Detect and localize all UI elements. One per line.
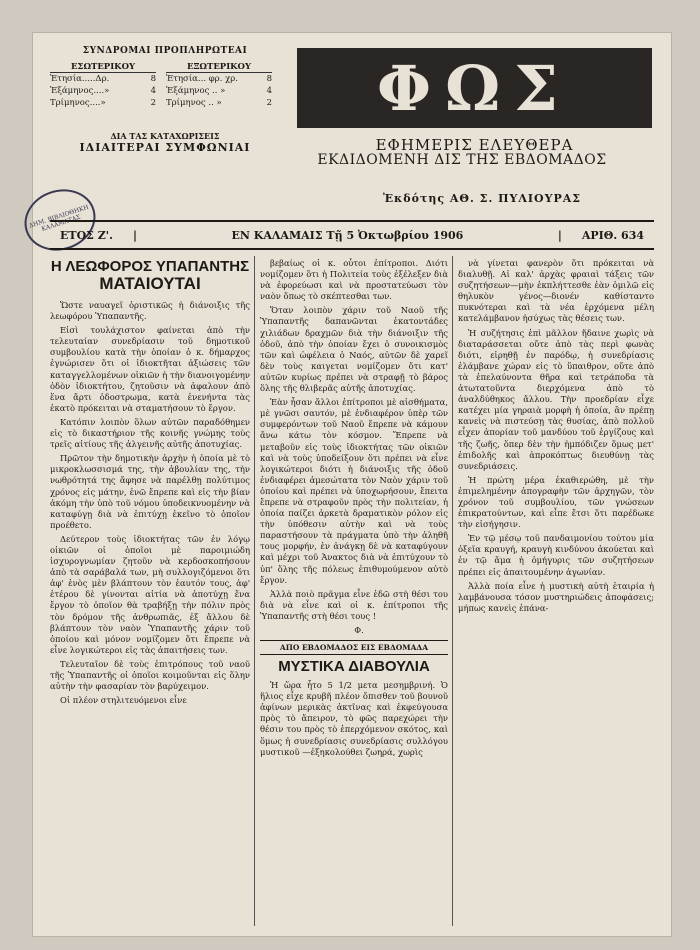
column-divider	[254, 256, 255, 926]
subscriptions-title: ΣΥΝΔΡΟΜΑΙ ΠΡΟΠΛΗΡΩΤΕΑΙ	[82, 46, 248, 56]
rate-price: 4	[150, 86, 156, 96]
logo-text: ΦΩΣ	[376, 51, 573, 125]
domestic-rates	[50, 62, 156, 109]
paragraph: Ὅταν λοιπὸν χάριν τοῦ Ναοῦ τῆς Ὑπαπαντῆς δαπανῶνται ἑκατοντάδες χιλιάδων δραχμῶν διὰ τὴν διάνοιξιν τῆς ὁδοῦ, ἀπὸ τὴν ὁποίαν ἔχει ὁ συνοικισμὸς τῶν καὶ ὠφέλεια ὁ Ναός, αὐτῶν δὲ χαρεῖ δὲν τοὺς καιγεται νομίζομεν ὅτι κατ' αὐτῶν κυρίως πρέπει νὰ στραφῇ τὸ βάρος ὅλης τῆς θλιβερᾶς αὐτῆς ἀποτυχίας.	[260, 305, 448, 394]
rate-period: Τρίμηνος .. »	[166, 98, 222, 108]
article-1-col-2	[260, 258, 448, 636]
paragraph: Οἱ πλέον στηλιτευόμενοι εἶνε	[60, 695, 187, 706]
foreign-label: ΕΞΩΤΕΡΙΚΟΥ	[166, 62, 272, 73]
section-label: ΑΠΟ ΕΒΔΟΜΑΔΟΣ ΕΙΣ ΕΒΔΟΜΑΔΑ	[260, 640, 448, 655]
tagline-2: ΕΚΔΙΔΟΜΕΝΗ ΔΙΣ ΤΗΣ ΕΒΔΟΜΑΔΟΣ	[317, 152, 607, 168]
rate-period: Ἐτησία... φρ. χρ.	[166, 74, 238, 84]
paragraph: Ἐν τῷ μέσῳ τοῦ πανδαιμονίου τούτου μία ὀξεῖα κραυγή, κραυγὴ κινδύνου ἀκούεται καὶ ἐν τῷ ἅμα ἡ ὁμήγυρις τῶν συζητήσεων πρέπει εἰς ἀπαιτουμένην ἀγωνίαν.	[458, 533, 654, 577]
bar-separator: |	[557, 228, 562, 242]
foreign-rates	[166, 62, 272, 109]
signature: Φ.	[354, 625, 364, 635]
article-1-headline-1: Η ΛΕΩΦΟΡΟΣ ΥΠΑΠΑΝΤΗΣ	[50, 258, 250, 275]
rate-price: 8	[266, 74, 272, 84]
column-3	[458, 258, 654, 926]
rate-period: Ἐτησία.....Δρ.	[50, 74, 110, 84]
rate-period: Ἐξάμηνος....»	[50, 86, 110, 96]
domestic-label: ΕΣΩΤΕΡΙΚΟΥ	[50, 62, 156, 73]
rate-price: 2	[150, 98, 156, 108]
subscription-box	[50, 46, 280, 206]
paragraph: Δεύτερον τοὺς ἰδιοκτήτας τῶν ἐν λόγῳ οἰκιῶν οἱ ὁποῖοι μὲ παροιμιώδη ἰσχυρογνωμίαν ζητοῦν νὰ κερδοσκοπήσουν ἀπὸ τὰ σαράβαλά των, μὴ συλλογιζόμενοι ὅτι ἀφ' ἑνὸς μὲν βλάπτουν τὸν ἑαυτόν τους, ἀφ' ἑτέρου δὲ γίνονται αἰτία νὰ ἀποτύχῃ ἕνα ἔργον τὸ ὁποῖον θὰ τραβήξῃ τὴν πόλιν πρὸς τὸν δρόμον τῆς ἀνθρωπιᾶς, ἐξ ἄλλου δὲ βλάπτουν τὸν ναὸν Ὑπαπαντῆς χάριν τοῦ ὁποίου καὶ μόνον νομίζομεν ὅτι ἔπρεπε νὰ εἶνε λογικώτεροι εἰς τὰς ἀπαιτήσεις των.	[50, 533, 250, 655]
newspaper-page	[28, 32, 672, 937]
place-date: ΕΝ ΚΑΛΑΜΑΙΣ Τῇ 5 Ὀκτωβρίου 1906	[231, 228, 464, 242]
tagline-1: ΕΦΗΜΕΡΙΣ ΕΛΕΥΘΕΡΑ	[375, 136, 574, 154]
issue-number: ΑΡΙΘ. 634	[581, 228, 644, 242]
paragraph: Εἰσὶ τουλάχιστον φαίνεται ἀπὸ τὴν τελευταίαν συνεδρίασιν τοῦ δημοτικοῦ συμβουλίου κατὰ τὴν ὁποίαν ὁ κ. δήμαρχος ἐγνώρισεν ὅτι οἱ ἰδιοκτῆται ἀξιώσεις τῶν καταγγελλομένων οἰκιῶν ἡ τὴν διανοιγομένην ὁδὸν ἰδιοκτήτου, ζητοῦσιν νὰ ἀφαλουν ἀπὸ ἕνα ἄρτι ὁδοστρωμα, κατὰ ἐνενήντα τὰς ἑκατὸ πρόκειται νὰ σταματήσουν τὸ ἔργον.	[50, 325, 250, 413]
issue-year: ΕΤΟΣ Ζ'.	[60, 228, 113, 242]
rate-price: 4	[266, 86, 272, 96]
bar-separator: |	[133, 228, 138, 242]
logo	[297, 48, 652, 128]
column-1	[50, 258, 250, 926]
article-1-headline-2: ΜΑΤΑΙΟΥΤΑΙ	[99, 274, 201, 293]
article-1-col-1	[50, 300, 250, 706]
paragraph: νὰ γίνεται φανερὸν ὅτι πρόκειται νὰ διαλυθῇ. Αἱ καλ' ἀρχὰς φραιαὶ τάξεις τῶν συζητήσεων—μὴν ἐκπλήττεσθε ἐὰν ὁμιλῶ εἰς θηλυκὸν γένος—διονέν καθίσταντο πυκνότεραι καὶ τὰ νέα ἐρχόμενα μέλη κατελάμβανον ἡσύχως τὰς θέσεις των.	[458, 258, 654, 324]
rate-period: Τρίμηνος....»	[50, 98, 106, 108]
paragraph: βεβαίως οἱ κ. οὗτοι ἐπίτροποι. Διότι νομίζομεν ὅτι ἡ Πολιτεία τοὺς ἐξέλεξεν διὰ νὰ ἐφορεύωσι καὶ νὰ προστατεύωσι τὸν ναὸν ὅπως τὸ σκέπτεσθαι των.	[260, 258, 448, 302]
stamp-text: ΔΗΜ. ΒΙΒΛΙΟΘΗΚΗ ΚΑΛΑΜΑΤΑΣ	[28, 203, 90, 233]
paragraph: Ἡ ὥρα ἦτο 5 1/2 μετα μεσημβρινή. Ὁ ἥλιος εἶχε κρυβῆ πλέον ὄπισθεν τοῦ βουνοῦ ἀφίνων μερικὰς ἀκτῖνας καὶ ἐκφεύγουσα πρὸς τὸ ἄπειρον, τὸ φῶς παρεχώρει τὴν θέσιν του πρὸς τὸ ἐπερχόμενον σκότος, καὶ ὅμως ἡ συνεδρίασις συνεδρίασις συλλόγου μυστικοῦ —ἐξηκολούθει ζωηρά, χωρὶς	[260, 680, 448, 757]
paragraph: Κατόπιν λοιπὸν ὅλων αὐτῶν παραδόθημεν εἰς τὸ δικαστήριον τῆς κοινῆς γνώμης τοὺς τρεῖς αἰτίους τῆς ἀλγεινῆς αὐτῆς ἀποτυχίας.	[50, 416, 250, 450]
rate-period: Ἐξάμηνος .. »	[166, 86, 226, 96]
article-2-headline: ΜΥΣΤΙΚΑ ΔΙΑΒΟΥΛΙΑ	[278, 658, 430, 676]
paragraph: Ὥστε ναυαγεῖ ὁριστικῶς ἡ διάνοιξις τῆς λεωφόρου Ὑπαπαντῆς.	[50, 300, 250, 322]
paragraph: Ἀλλὰ ποιὸ πρᾶγμα εἶνε ἐδῶ στὴ θέσι του διὰ νὰ εἶνε καὶ οἱ κ. ἐπίτροποι τῆς Ὑπαπαντῆς στὴ θέσι τους !	[260, 588, 448, 621]
column-2	[260, 258, 448, 926]
column-divider	[452, 256, 453, 926]
paragraph: Τελευταῖον δὲ τοὺς ἐπιτρόπους τοῦ ναοῦ τῆς Ὑπαπαντῆς οἱ ὁποῖοι κοιμοῦνται εἰς ὅλην αὐτὴν τὴν φασαρίαν τὸν βαρύχειμον.	[50, 658, 250, 692]
paragraph: Ἀλλὰ ποία εἶνε ἡ μυστικὴ αὐτὴ ἑταιρία ἡ λαμβάνουσα τόσον μυστηριώδεις ἀποφάσεις; μήπως κανεὶς ἐπάνα-	[458, 580, 654, 613]
publisher: Ἐκδότης ΑΘ. Σ. ΠΥΛΙΟΥΡΑΣ	[382, 192, 582, 205]
rate-price: 2	[266, 98, 272, 108]
paragraph: Ἡ συζήτησις ἐπὶ μᾶλλον ἤδαινε χωρὶς νὰ διαταράσσεται οὔτε ἀπὸ τὰς περὶ φωνὰς διότι, εἰρηθῇ ἐν παρόδῳ, ἡ συνεδρίασις ἐλάμβανε χώραν εἰς τὸ ὕπαιθρον, οὔτε ἀπὸ τὰ ἐπελαύνοντα θῆρα καὶ τετράποδα τὰ ἀτωτατοῦντα διερχόμενα ἀπὸ τὸ ἀναλδύθηκος ἄλλου. Τὴν προεδρίαν εἶχε κατέχει μία γηραιὰ μορφὴ ἡ ὁποία, ἂν πρέπῃ κανεὶς νὰ πιστεύσῃ τὰς θυσίας, ἀπὸ πολλοῦ εἶχεν ἀπορίαν τοῦ μανδύου τοῦ ἐργίζους καὶ τῆς ζωῆς, ὅπερ δὲν τὴν ἠμπόδιζεν ὅμως μετ' ἐπιδολῆς καὶ ἀπροκόπτως διευθύνῃ τὰς συνεδριάσεις.	[458, 327, 654, 471]
masthead-bar	[50, 220, 654, 250]
ads-notice: ΔΙΑ ΤΑΣ ΚΑΤΑΧΩΡΙΣΕΙΣ	[110, 131, 220, 141]
paragraph: Ἡ πρώτη μέρα ἐκαθιερώθη, μὲ τὴν ἐπιμελημένην ἀπογραφὴν τῶν ἀρχηγῶν, τὸν χρόνον τοῦ συμβουλίου, τῶν γνώσεων ἐπικρατούντων, καὶ εἶπε ἔτσι ὅτι παρέδωκε τὴν εἰσήγησιν.	[458, 474, 654, 530]
article-2-col-3	[458, 258, 654, 614]
paragraph: Ἐὰν ἦσαν ἄλλοι ἐπίτροποι μὲ αἰσθήματα, μὲ γνῶσι σαυτόν, μὲ ἐνδιαφέρον ὑπὲρ τῶν συμφερόντων τοῦ Ναοῦ ἔπρεπε νὰ κάμουν ἄνω κάτω τὸν κόσμον. Ἔπρεπε νὰ μεταβοῦν εἰς τοὺς ἰδιοκτήτας τῶν οἰκιῶν καὶ νὰ τοὺς ὑποδείξουν ὅτι πρέπει νὰ εἶνε λογικώτεροι διότι ἡ διάνοιξις τῆς ὁδοῦ ἐνδιαφέρει ἀμεσώτατα τὸν Ναὸν χάριν τοῦ ὁποίου καὶ πρέπει νὰ ὑποχωρήσουν, ἔπειτα ἔπρεπε νὰ στραφοῦν πρὸς τὴν πολιτείαν, ἡ ὁποία παίζει ἀρκετὰ δραματικὸν ρόλον εἰς τὴν ὑπόθεσιν αὐτὴν καὶ νὰ τοὺς παραστήσουν τὰ πράγματα ὑπὸ τὴν ἀληθῆ τους μορφήν, ἐν ἀνάγκῃ δὲ νὰ καταφύγουν καὶ μέχρι τοῦ Ἀνακτος διὰ νὰ ἐπιτύχουν τὸ ὑπ' ὅλης τῆς πόλεως ἐπιθυμούμενον αὐτὸ ἔργον.	[260, 397, 448, 585]
paragraph: Πρῶτον τὴν δημοτικὴν ἀρχὴν ἡ ὁποία μὲ τὸ μικροκλωσσισμά της, τὴν ἀβουλίαν της, τὴν νωθρότητά της ἄφησε νὰ παρέλθῃ πολύτιμος χρόνος εἰς μάτην, ἐνῶ ἔπρεπε καὶ εἰς τὴν βίαν ἀκόμη τὴν ὑπὸ τοῦ νόμου ὑποδεικνυομένην νὰ καταφύγῃ διὰ νὰ ἐπιτύχῃ ἐκεῖνο τὸ ὁποῖον προέθετο.	[50, 453, 250, 530]
article-2-col-2	[260, 680, 448, 758]
rate-price: 8	[150, 74, 156, 84]
ads-notice-2: ΙΔΙΑΙΤΕΡΑΙ ΣΥΜΦΩΝΙΑΙ	[79, 141, 251, 154]
